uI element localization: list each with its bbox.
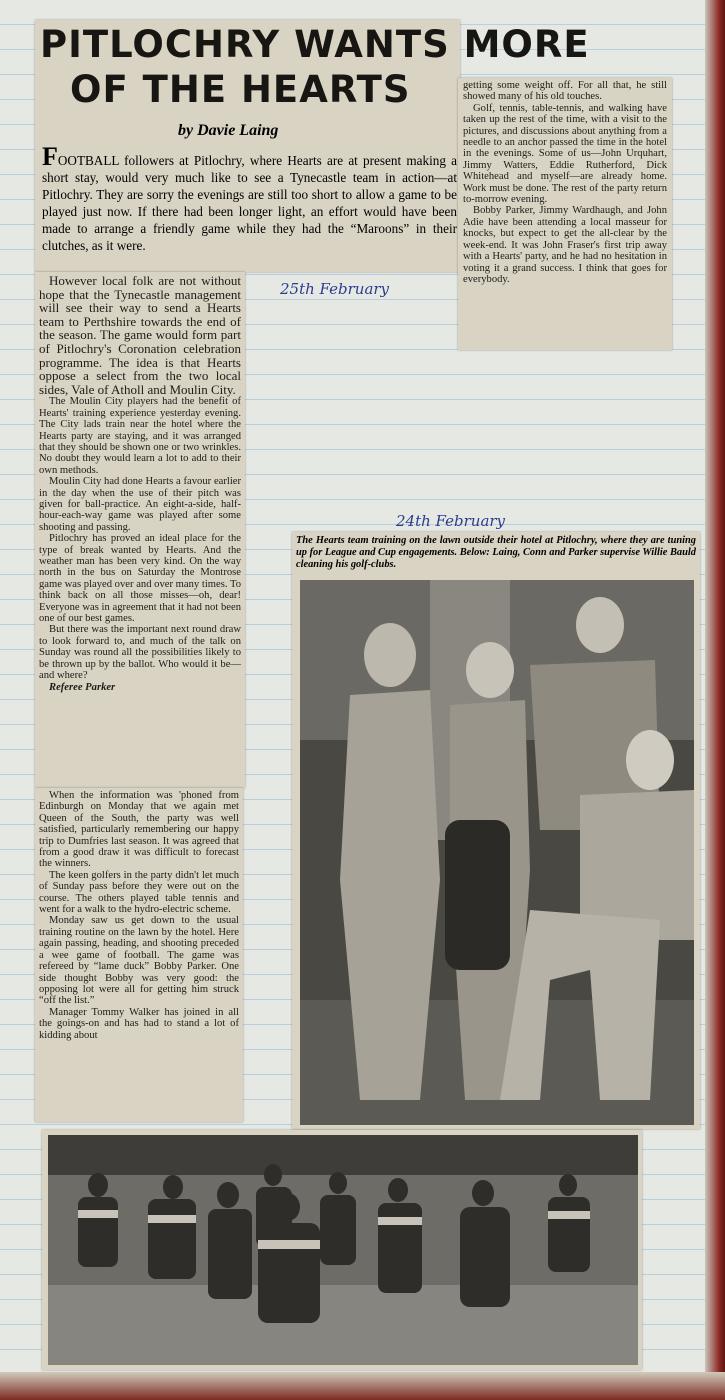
column-paragraph: Monday saw us get down to the usual training routine on the lawn by the hotel. Here again passing, heading, and shooting preceded a wee game of football. The game was refereed by “lame duck” Bobby Parker. One side thought Bobby was very good: the opposing lot were all for getting him struck “off the list.”: [39, 915, 239, 1007]
right-paragraph: Golf, tennis, table-tennis, and walking have taken up the rest of the time, with a visit to the pictures, and discussions about anything from a needle to an anchor passed the time in the hotel in the evenings. Some of us—John Urquhart, Jimmy Watters, Eddie Rutherford, Dick Whitehead and myself—are already home. Work must be done. The rest of the party return to-morrow evening.: [463, 102, 667, 206]
byline: by Davie Laing: [178, 122, 279, 139]
right-paragraph: getting some weight off. For all that, he still showed many of his old touches.: [463, 80, 667, 103]
photo-illustration: [300, 580, 694, 1125]
headline-line-2: OF THE HEARTS: [70, 68, 411, 111]
column-paragraph: Manager Tommy Walker has joined in all the goings-on and has had to stand a lot of kidding about: [39, 1006, 239, 1041]
team-training-photo: [48, 1135, 638, 1365]
subhead-referee-parker: Referee Parker: [49, 681, 116, 693]
scrapbook-bottom-edge: [0, 1372, 725, 1400]
handwritten-date-2: 24th February: [396, 512, 506, 530]
right-paragraph: Bobby Parker, Jimmy Wardhaugh, and John Adie have been attending a local masseur for knocks, but expect to get the all-clear by the week-end. It was John Fraser's first trip away with a Hearts' party, and he had no hesitation in voting it a grand success. I think that goes for everybody.: [463, 205, 667, 285]
column-paragraph: But there was the important next round draw to look forward to, and much of the talk on Sunday was round all the possibilities likely to be thrown up by the ballot. Who would it be—and where?: [39, 624, 241, 682]
lead-text: OOTBALL followers at Pitlochry, where Hearts are at present making a short stay, would very much like to see a Tynecastle team in action—at Pitlochry. They are sorry the evenings are still too short to allow a game to be played just now. If there had been longer light, an effort would have been made to arrange a friendly game while they had the “Maroons” in their clutches, as it were.: [42, 153, 457, 253]
headline-line-1: PITLOCHRY WANTS MORE: [40, 23, 590, 66]
photo-caption: The Hearts team training on the lawn outside their hotel at Pitlochry, where they are tuning up for League and Cup engagements. Below: Laing, Conn and Parker supervise Willie Bauld cleaning his golf-clubs.: [296, 535, 696, 571]
right-column-clipping: [458, 78, 672, 350]
column-paragraph: Moulin City had done Hearts a favour earlier in the day when the use of their pitch was given for ball-practice. An eight-a-side, half-hour-each-way game was played after some shooting and passing.: [39, 476, 241, 533]
column-paragraph: When the information was 'phoned from Edinburgh on Monday that we again met Queen of the South, the party was well satisfied, particularly remembering our happy trip to Dumfries last season. It was agreed that from a good draw it was difficult to forecast the winners.: [39, 790, 239, 870]
narrow-column-clipping-2: [35, 788, 243, 1122]
training-photo-illustration: [48, 1135, 638, 1365]
column-paragraph: The Moulin City players had the benefit of Hearts' training experience yesterday evening. The City lads train near the hotel where the Hearts party are staying, and it was arranged that they should be shown one or two wrinkles. No doubt they would learn a lot to add to their own methods.: [39, 396, 241, 476]
team-photo-golf-clubs: [300, 580, 694, 1125]
drop-cap: F: [42, 142, 58, 171]
column-paragraph: The keen golfers in the party didn't let much of Sunday pass before they were out on the course. The others played table tennis and went for a walk to the hydro-electric scheme.: [39, 869, 239, 916]
column-paragraph: Pitlochry has proved an ideal place for the type of break wanted by Hearts. And the weather man has been very kind. On the way north in the bus on Saturday the Montrose game was played over and over many times. To think back on all those misses—oh, dear! Everyone was in agreement that it had not been one of our best games.: [39, 533, 241, 625]
lead-paragraph: [42, 142, 457, 254]
narrow-column-clipping: [35, 272, 245, 788]
scrapbook-binding: [705, 0, 725, 1400]
column-paragraph: However local folk are not without hope that the Tynecastle management will see their way to send a Hearts team to Perthshire towards the end of the season. The game would form part of Pitlochry's Coronation celebration programme. The idea is that Hearts oppose a select from the two local sides, Vale of Atholl and Moulin City.: [39, 273, 241, 397]
handwritten-date-1: 25th February: [280, 280, 390, 298]
